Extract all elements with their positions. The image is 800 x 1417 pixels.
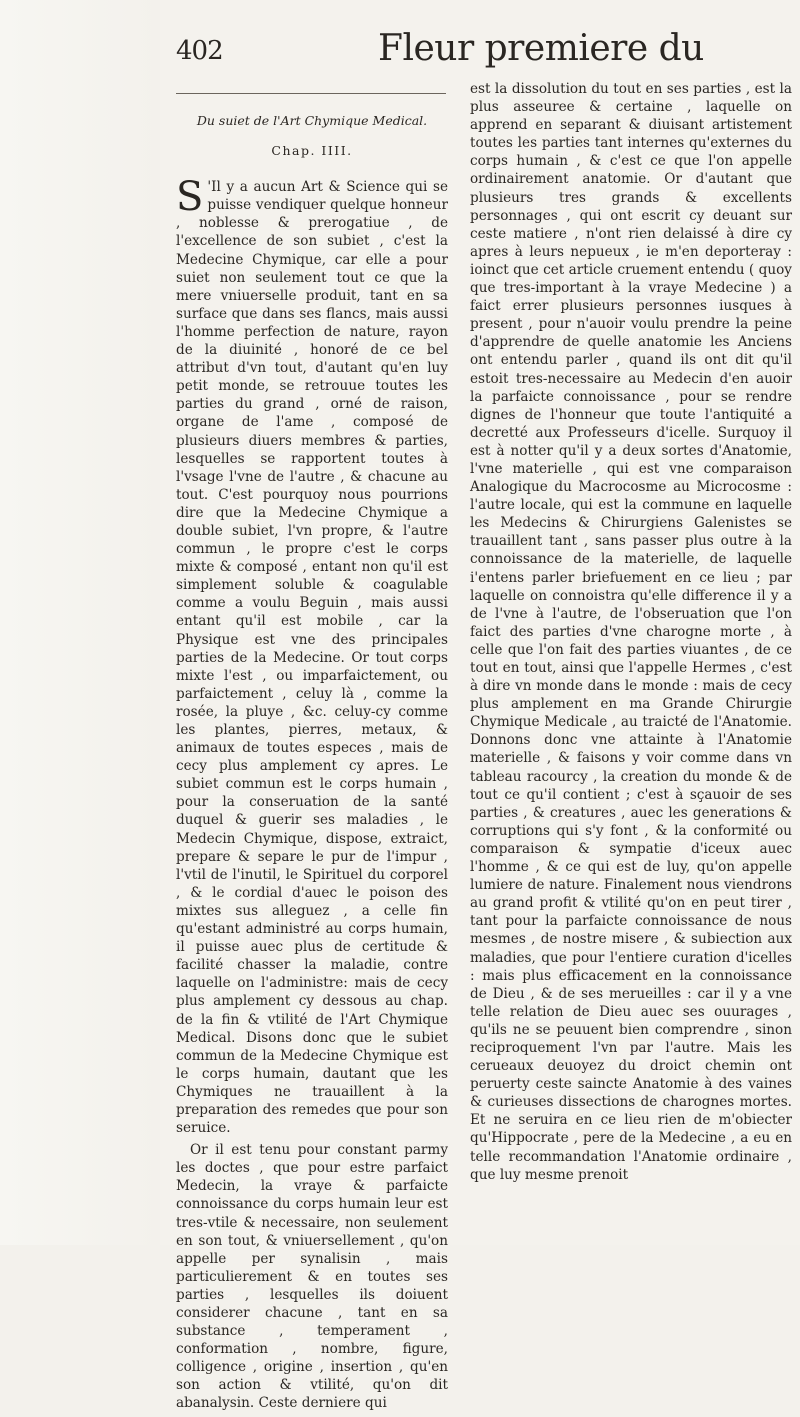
paragraph-2: Or il est tenu pour constant parmy les doctes , que pour estre parfaict Medecin, la vraye & parfaicte connoissance du corps humain leur est tres-vtile & necessaire, non seulement en son tout, & vniuersellement , qu'on appelle per synalisin , mais particulierement & en toutes ses parties , lesquelles ils doiuent considerer chacune , tant en sa substance , temperament , conformation , nombre, figure, colligence , origine , insertion , qu'en son action & vtilité, qu'on dit abanalysin. Ceste derniere qui <box>176 1142 448 1412</box>
section-title: Du suiet de l'Art Chymique Medical. <box>196 113 428 128</box>
right-column-text: est la dissolution du tout en ses parties , est la plus asseuree & certaine , laquelle on apprend en separant & diuisant artistement toutes les parties tant internes qu'externes du corps humain , & c'est ce que l'on appelle ordinairement anatomie. Or d'autant que plusieurs tres grands & excellents personnages , qui ont escrit cy deuant sur ceste matiere , n'ont rien delaissé à dire cy apres à leurs nepueux , ie m'en deporteray : ioinct que cet article cruement entendu ( quoy que tres-important à la vraye Medecine ) a faict errer plusieurs personnes iusques à present , pour n'auoir voulu prendre la peine d'apprendre de quelle anatomie les Anciens ont entendu parler , quand ils ont dit qu'il estoit tres-necessaire au Medecin d'en auoir la parfaicte connoissance , pour se rendre dignes de l'honneur que toute l'antiquité a decretté aux Professeurs d'icelle. Surquoy il est à notter qu'il y a deux sortes d'Anatomie, l'vne materielle , qui est vne comparaison Analogique du Macrocosme au Microcosme : l'autre locale, qui est la commune en laquelle les Medecins & Chirurgiens Galenistes se trauaillent tant , sans passer plus outre à la connoissance de la materielle, de laquelle i'entens parler briefuement en ce lieu ; par laquelle on connoistra qu'elle difference il y a de l'vne à l'autre, de l'obseruation que l'on faict des parties d'vne charogne morte , à celle que l'on fait des parties viuantes , de ce tout en tout, ainsi que l'appelle Hermes , c'est à dire vn monde dans le monde : mais de cecy plus amplement en ma Grande Chirurgie Chymique Medicale , au traicté de l'Anatomie. Donnons donc vne attainte à l'Anatomie materielle , & faisons y voir comme dans vn tableau racourcy , la creation du monde & de tout ce qu'il contient ; c'est à sçauoir de ses parties , & creatures , auec les generations & corruptions qui s'y font , & la conformité ou comparaison & sympatie d'iceux auec l'homme , & ce qui est de luy, qu'on appelle lumiere de nature. Finalement nous viendrons au grand profit & vtilité qu'on en peut tirer , tant pour la parfaicte connoissance de nous mesmes , de nostre misere , & subiection aux maladies, que pour l'entiere curation d'icelles : mais plus efficacement en la connoissance de Dieu , & de ses merueilles : car il y a vne telle relation de Dieu auec ses ouurages , qu'ils ne se peuuent bien comprendre , sinon reciproquement l'vn par l'autre. Mais les cerueaux deuoyez du droict chemin ont peruerty ceste saincte Anatomie à des vaines & curieuses dissections de charognes mortes. Et ne seruira en ce lieu rien de m'obiecter qu'Hippocrate , pere de la Medecine , a eu en telle recommandation l'Anatomie ordinaire , que luy mesme prenoit <box>470 81 792 1183</box>
drop-cap: S <box>176 174 204 221</box>
left-margin <box>0 0 160 1245</box>
page-number: 402 <box>176 36 223 66</box>
header-rule <box>176 93 446 94</box>
chapter-heading: Chap. IIII. <box>271 143 353 159</box>
paragraph-1 <box>176 174 448 1137</box>
left-column <box>176 112 448 1417</box>
running-head: Fleur premiere du <box>378 28 704 69</box>
right-column <box>470 80 792 1188</box>
paragraph-1-text: 'Il y a aucun Art & Science qui se puisse vendiquer quelque honneur , noblesse & prerogatiue , de l'excellence de son subiet , c'est la Medecine Chymique, car elle a pour suiet non seulement tout ce que la mere vniuerselle produit, tant en sa surface que dans ses flancs, mais aussi l'homme perfection de nature, rayon de la diuinité , honoré de ce bel attribut d'vn tout, d'autant qu'en luy petit monde, se retrouue toutes les parties du grand , orné de raison, organe de l'ame , composé de plusieurs diuers membres & parties, lesquelles se rapportent toutes à l'vsage l'vne de l'autre , & chacune au tout. C'est pourquoy nous pourrions dire que la Medecine Chymique a double subiet, l'vn propre, & l'autre commun , le propre c'est le corps mixte & composé , entant non qu'il est simplement soluble & coagulable comme a voulu Beguin , mais aussi entant qu'il est mobile , car la Physique est vne des principales parties de la Medecine. Or tout corps mixte l'est , ou imparfaictement, ou parfaictement , celuy là , comme la rosée, la pluye , &c. celuy-cy comme les plantes, pierres, metaux, & animaux de toutes especes , mais de cecy plus amplement cy apres. Le subiet commun est le corps humain , pour la conseruation de la santé duquel & guerir ses maladies , le Medecin Chymique, dispose, extraict, prepare & separe le pur de l'impur , l'vtil de l'inutil, le Spirituel du corporel , & le cordial d'auec le poison des mixtes sus alleguez , a celle fin qu'estant administré au corps humain, il puisse auec plus de certitude & facilité chasser la maladie, contre laquelle on l'administre: mais de cecy plus amplement cy dessous au chap. de la fin & vtilité de l'Art Chymique Medical. Disons donc que le subiet commun de la Medecine Chymique est le corps humain, dautant que les Chymiques ne trauaillent à la preparation des remedes que pour son seruice. <box>176 179 448 1137</box>
